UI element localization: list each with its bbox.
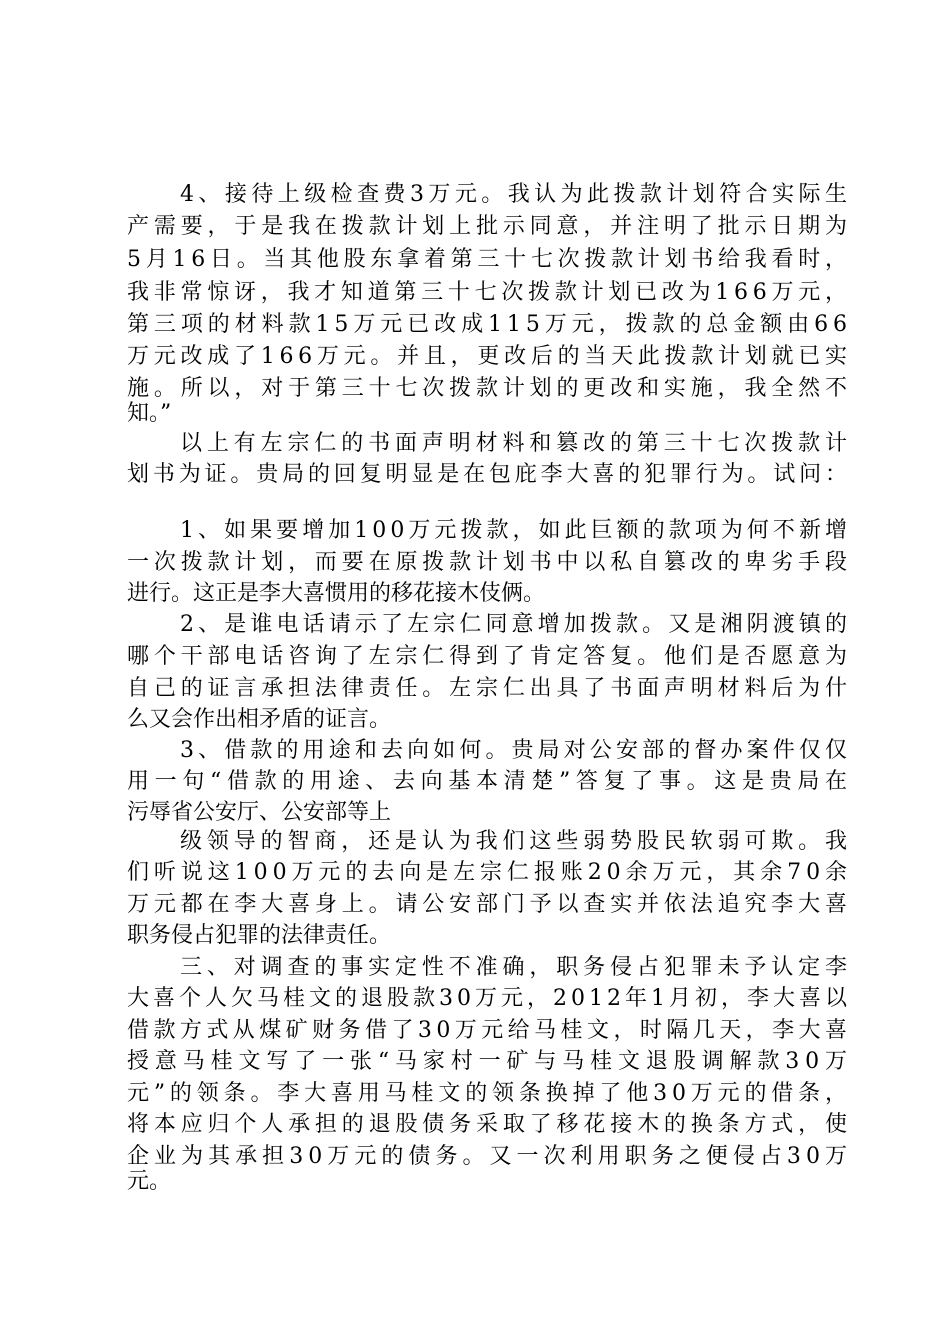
text-line: 哪个干部电话咨询了左宗仁得到了肯定答复。他们是否愿意为 — [127, 644, 852, 669]
text-line: 4、接待上级检查费3万元。我认为此拨款计划符合实际生 — [180, 182, 852, 207]
text-line: 万元改成了166万元。并且，更改后的当天此拨款计划就已实 — [127, 344, 852, 369]
text-line: 我非常惊讶，我才知道第三十七次拨款计划已改为166万元， — [127, 280, 852, 305]
text-line: 污辱省公安厅、公安部等上 — [127, 800, 392, 825]
text-line: 们听说这100万元的去向是左宗仁报账20余万元，其余70余 — [127, 860, 852, 885]
text-line: 将本应归个人承担的退股债务采取了移花接木的换条方式，使 — [127, 1112, 852, 1137]
text-line: 职务侵占犯罪的法律责任。 — [127, 923, 392, 948]
text-line: 大喜个人欠马桂文的退股款30万元，2012年1月初，李大喜以 — [127, 986, 851, 1011]
text-line: 元。 — [127, 1169, 172, 1194]
text-line: 划书为证。贵局的回复明显是在包庇李大喜的犯罪行为。试问： — [127, 462, 851, 487]
text-line: 知。” — [127, 401, 172, 426]
text-line: 第三项的材料款15万元已改成115万元，拨款的总金额由66 — [127, 312, 852, 337]
text-line: 施。所以，对于第三十七次拨款计划的更改和实施，我全然不 — [127, 376, 852, 401]
text-line: 用一句“借款的用途、去向基本清楚”答复了事。这是贵局在 — [127, 769, 853, 794]
text-line: 产需要，于是我在拨款计划上批示同意，并注明了批示日期为 — [127, 214, 852, 239]
text-line: 2、是谁电话请示了左宗仁同意增加拨款。又是湘阴渡镇的 — [180, 612, 852, 637]
text-line: 企业为其承担30万元的债务。又一次利用职务之便侵占30万 — [127, 1144, 853, 1169]
text-line: 3、借款的用途和去向如何。贵局对公安部的督办案件仅仅 — [180, 738, 852, 763]
text-line: 1、如果要增加100万元拨款，如此巨额的款项为何不新增 — [180, 518, 852, 543]
text-line: 三、对调查的事实定性不准确，职务侵占犯罪未予认定李 — [180, 955, 852, 980]
text-line: 5月16日。当其他股东拿着第三十七次拨款计划书给我看时， — [127, 247, 852, 272]
text-line: 万元都在李大喜身上。请公安部门予以查实并依法追究李大喜 — [127, 892, 852, 917]
text-line: 借款方式从煤矿财务借了30万元给马桂文，时隔几天，李大喜 — [127, 1018, 852, 1043]
text-line: 以上有左宗仁的书面声明材料和篡改的第三十七次拨款计 — [180, 431, 852, 456]
text-line: 元”的领条。李大喜用马桂文的领条换掉了他30万元的借条， — [127, 1081, 852, 1106]
text-line: 级领导的智商，还是认为我们这些弱势股民软弱可欺。我 — [180, 829, 852, 854]
text-line: 自己的证言承担法律责任。左宗仁出具了书面声明材料后为什 — [127, 676, 852, 701]
text-line: 么又会作出相矛盾的证言。 — [127, 707, 392, 732]
text-line: 一次拨款计划，而要在原拨款计划书中以私自篡改的卑劣手段 — [127, 550, 852, 575]
text-line: 授意马桂文写了一张“马家村一矿与马桂文退股调解款30万 — [127, 1049, 853, 1074]
text-line: 进行。这正是李大喜惯用的移花接木伎俩。 — [127, 581, 546, 606]
